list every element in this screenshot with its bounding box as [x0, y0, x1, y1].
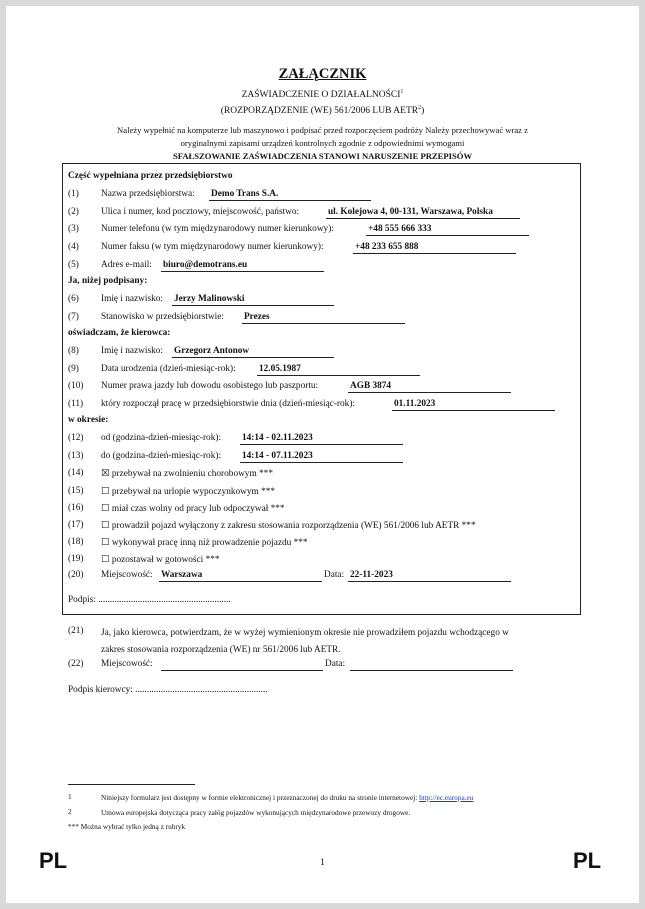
field-row-period-to: (13) do (godzina-dzień-miesiąc-rok): 14:14 - 07.11.2023	[6, 449, 639, 465]
field-row-period-from: (12) od (godzina-dzień-miesiąc-rok): 14:14 - 02.11.2023	[6, 431, 639, 447]
footnote-3: *** Można wybrać tylko jedną z rubryk	[68, 822, 186, 831]
signer-name-field[interactable]: Jerzy Malinowski	[172, 291, 334, 306]
checkbox-row-excluded-vehicle: (17) ☐ prowadził pojazd wyłączony z zakresu stosowania rozporządzenia (WE) 561/2006 lub AETR ***	[68, 520, 476, 531]
section-undersigned-heading: Ja, niżej podpisany:	[68, 276, 148, 286]
field-row-company-name: (1) Nazwa przedsiębiorstwa: Demo Trans S.A.	[6, 187, 639, 203]
footnote-ref-2: 2	[418, 105, 422, 111]
field-row-address: (2) Ulica i numer, kod pocztowy, miejscowość, państwo: ul. Kolejowa 4, 00-131, Warszawa, Polska	[6, 205, 639, 221]
field-row-phone: (3) Numer telefonu (w tym międzynarodowy numer kierunkowy): +48 555 666 333	[6, 222, 639, 238]
section-period-heading: w okresie:	[68, 415, 109, 425]
driver-statement: (21) Ja, jako kierowca, potwierdzam, że w wyżej wymienionym okresie nie prowadziłem pojazdu wchodzącego w zakres stosowania rozporządzenia (WE) nr 561/2006 lub AETR.	[68, 626, 509, 655]
checkbox-excluded-vehicle[interactable]: ☐	[101, 520, 110, 531]
footnote-2: Umowa europejska dotycząca pracy załóg pojazdów wykonujących międzynarodowe przewozy drogowe.	[101, 808, 411, 817]
field-row-email: (5) Adres e-mail: biuro@demotrans.eu	[6, 258, 639, 274]
date-field[interactable]: 22-11-2023	[348, 567, 511, 582]
license-field[interactable]: AGB 3874	[348, 378, 511, 393]
driver-place-field[interactable]	[161, 656, 323, 671]
checkbox-row-sick-leave: (14) ☒ przebywał na zwolnieniu chorobowym ***	[68, 468, 273, 479]
checkbox-row-rest: (16) ☐ miał czas wolny od pracy lub odpoczywał ***	[68, 503, 285, 514]
checkbox-row-other-work: (18) ☐ wykonywał pracę inną niż prowadzenie pojazdu ***	[68, 537, 308, 548]
footnote-separator	[68, 784, 195, 785]
field-row-employment-start: (11) który rozpoczął pracę w przedsiębiorstwie dnia (dzień-miesiąc-rok): 01.11.2023	[6, 397, 639, 413]
footnote-1: Niniejszy formularz jest dostępny w formie elektronicznej i przeznaczonej do druku na stronie internetowej: http://ec.europa.eu	[101, 793, 474, 802]
document-subtitle: ZAŚWIADCZENIE O DZIAŁALNOŚCI$^1$	[241, 89, 404, 101]
forgery-warning: SFAŁSZOWANIE ZAŚWIADCZENIA STANOWI NARUSZENIE PRZEPISÓW	[172, 151, 473, 161]
footer-country-right: PL	[573, 848, 602, 873]
page-number: 1	[320, 858, 325, 868]
europa-link[interactable]: http://ec.europa.eu	[419, 793, 474, 802]
company-signature-line[interactable]: Podpis: .........................................................	[68, 595, 231, 605]
document-page	[6, 6, 639, 903]
address-field[interactable]: ul. Kolejowa 4, 00-131, Warszawa, Polska	[326, 204, 520, 219]
field-row-place-date: (20) Miejscowość: Warszawa Data: 22-11-2023	[6, 568, 639, 584]
company-name-field[interactable]: Demo Trans S.A.	[209, 186, 371, 201]
period-to-field[interactable]: 14:14 - 07.11.2023	[240, 448, 403, 463]
checkbox-availability[interactable]: ☐	[101, 554, 110, 565]
position-field[interactable]: Prezes	[242, 309, 405, 324]
phone-field[interactable]: +48 555 666 333	[366, 221, 529, 236]
field-row-fax: (4) Numer faksu (w tym międzynarodowy numer kierunkowy): +48 233 655 888	[6, 240, 639, 256]
period-from-field[interactable]: 14:14 - 02.11.2023	[240, 430, 403, 445]
checkbox-vacation[interactable]: ☐	[101, 486, 110, 497]
section-driver-heading: oświadczam, że kierowca:	[68, 328, 171, 338]
field-row-position: (7) Stanowisko w przedsiębiorstwie: Prezes	[6, 310, 639, 326]
email-field[interactable]: biuro@demotrans.eu	[161, 257, 324, 272]
checkbox-sick-leave[interactable]: ☒	[101, 468, 110, 479]
checkbox-other-work[interactable]: ☐	[101, 537, 110, 548]
fax-field[interactable]: +48 233 655 888	[353, 239, 516, 254]
section-company-heading: Część wypełniana przez przedsiębiorstwo	[68, 171, 233, 181]
birth-date-field[interactable]: 12.05.1987	[257, 361, 420, 376]
driver-date-field[interactable]	[350, 656, 513, 671]
place-field[interactable]: Warszawa	[159, 567, 322, 582]
driver-name-field[interactable]: Grzegorz Antonow	[172, 343, 334, 358]
regulation-line: (ROZPORZĄDZENIE (WE) 561/2006 LUB AETR$^2$)	[220, 105, 425, 117]
instruction-note: Należy wypełnić na komputerze lub maszynowo i podpisać przed rozpoczęciem podróży Należy przechowywać wraz z oryginalnymi zapisami urządzeń kontrolnych zgodnie z odpowiednimi wymogami	[117, 125, 528, 148]
footnote-1-number: 1	[68, 792, 72, 801]
footer-country-left: PL	[39, 848, 68, 873]
footnote-2-number: 2	[68, 807, 72, 816]
driver-signature-line[interactable]: Podpis kierowcy: .........................................................	[68, 685, 268, 695]
field-row-signer-name: (6) Imię i nazwisko: Jerzy Malinowski	[6, 292, 639, 308]
field-row-license: (10) Numer prawa jazdy lub dowodu osobistego lub paszportu: AGB 3874	[6, 379, 639, 395]
field-row-driver-name: (8) Imię i nazwisko: Grzegorz Antonow	[6, 344, 639, 360]
employment-start-field[interactable]: 01.11.2023	[392, 396, 555, 411]
field-row-birth-date: (9) Data urodzenia (dzień-miesiąc-rok): 12.05.1987	[6, 362, 639, 378]
checkbox-rest[interactable]: ☐	[101, 503, 110, 514]
checkbox-row-availability: (19) ☐ pozostawał w gotowości ***	[68, 554, 220, 565]
checkbox-row-vacation: (15) ☐ przebywał na urlopie wypoczynkowym ***	[68, 486, 276, 497]
document-title: ZAŁĄCZNIK	[278, 66, 367, 82]
footnote-ref-1: 1	[400, 89, 404, 95]
field-row-driver-place-date: (22) Miejscowość: Data:	[6, 657, 639, 673]
